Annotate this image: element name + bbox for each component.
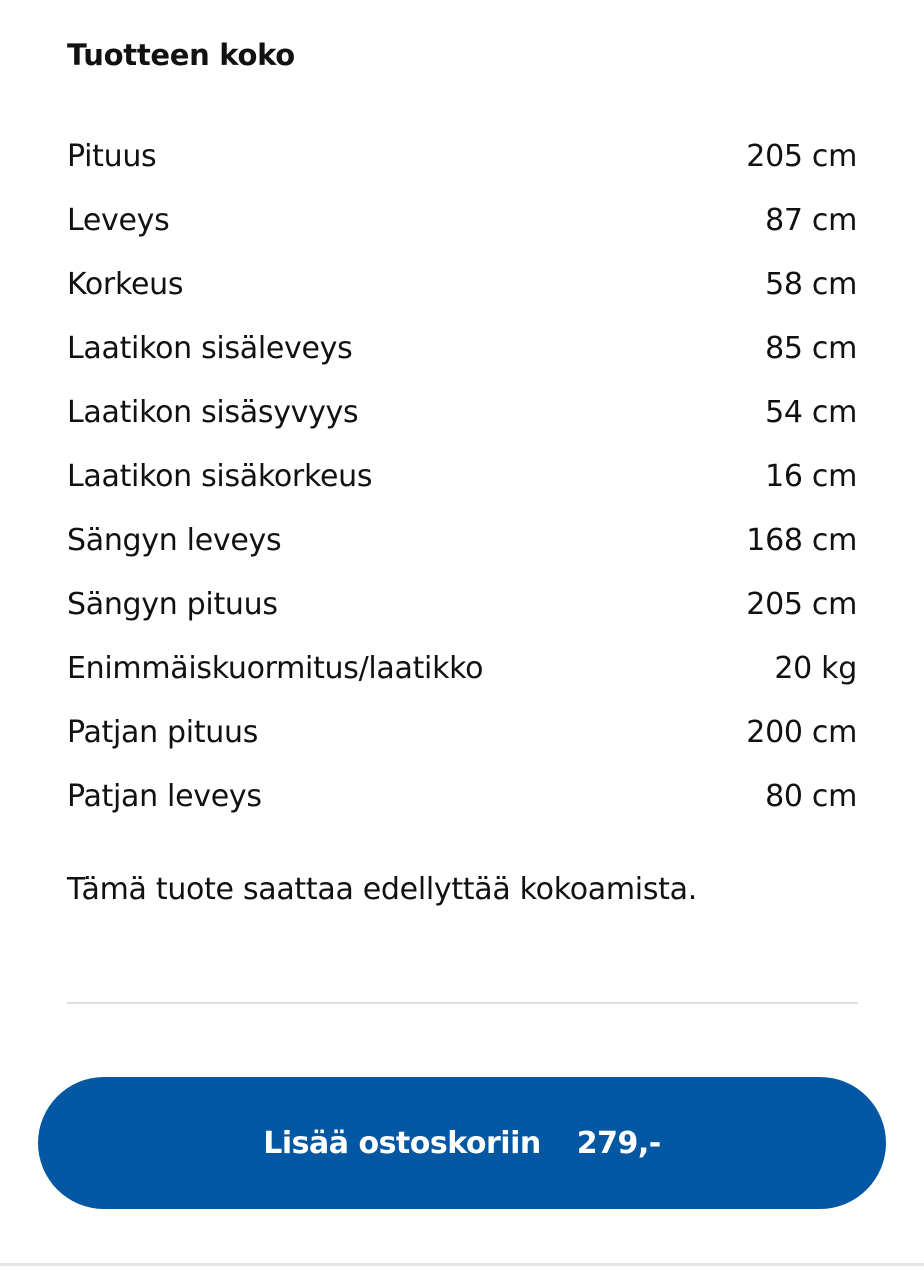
add-to-cart-label: Lisää ostoskoriin xyxy=(263,1125,541,1161)
dimension-value: 16 cm xyxy=(765,459,857,494)
dimension-row xyxy=(67,573,857,637)
dimension-value: 85 cm xyxy=(765,331,857,366)
dimension-value: 58 cm xyxy=(765,267,857,302)
dimension-row xyxy=(67,317,857,381)
dimension-label: Leveys xyxy=(67,203,170,238)
bottom-divider xyxy=(0,1263,924,1266)
assembly-note: Tämä tuote saattaa edellyttää kokoamista. xyxy=(67,872,697,907)
dimension-label: Laatikon sisäleveys xyxy=(67,331,353,366)
dimension-label: Korkeus xyxy=(67,267,184,302)
dimension-label: Pituus xyxy=(67,139,157,174)
dimension-value: 205 cm xyxy=(746,587,857,622)
dimension-value: 20 kg xyxy=(774,651,857,686)
dimension-row xyxy=(67,125,857,189)
dimension-label: Sängyn pituus xyxy=(67,587,278,622)
dimension-row xyxy=(67,253,857,317)
dimension-label: Patjan leveys xyxy=(67,779,262,814)
dimension-row xyxy=(67,765,857,829)
price: 279,- xyxy=(576,1125,661,1161)
dimension-label: Patjan pituus xyxy=(67,715,259,750)
dimension-value: 205 cm xyxy=(746,139,857,174)
dimension-value: 80 cm xyxy=(765,779,857,814)
dimension-row xyxy=(67,701,857,765)
dimension-row xyxy=(67,445,857,509)
section-title: Tuotteen koko xyxy=(67,38,295,72)
dimension-row xyxy=(67,509,857,573)
dimension-label: Enimmäiskuormitus/laatikko xyxy=(67,651,484,686)
dimension-value: 168 cm xyxy=(746,523,857,558)
dimension-row xyxy=(67,189,857,253)
dimension-value: 200 cm xyxy=(746,715,857,750)
dimension-label: Laatikon sisäkorkeus xyxy=(67,459,373,494)
dimension-row xyxy=(67,637,857,701)
dimension-label: Laatikon sisäsyvyys xyxy=(67,395,359,430)
dimension-label: Sängyn leveys xyxy=(67,523,282,558)
dimension-value: 54 cm xyxy=(765,395,857,430)
add-to-cart-button[interactable] xyxy=(38,1077,886,1209)
dimension-value: 87 cm xyxy=(765,203,857,238)
dimension-row xyxy=(67,381,857,445)
dimensions-list xyxy=(67,125,857,829)
divider xyxy=(67,1002,858,1004)
